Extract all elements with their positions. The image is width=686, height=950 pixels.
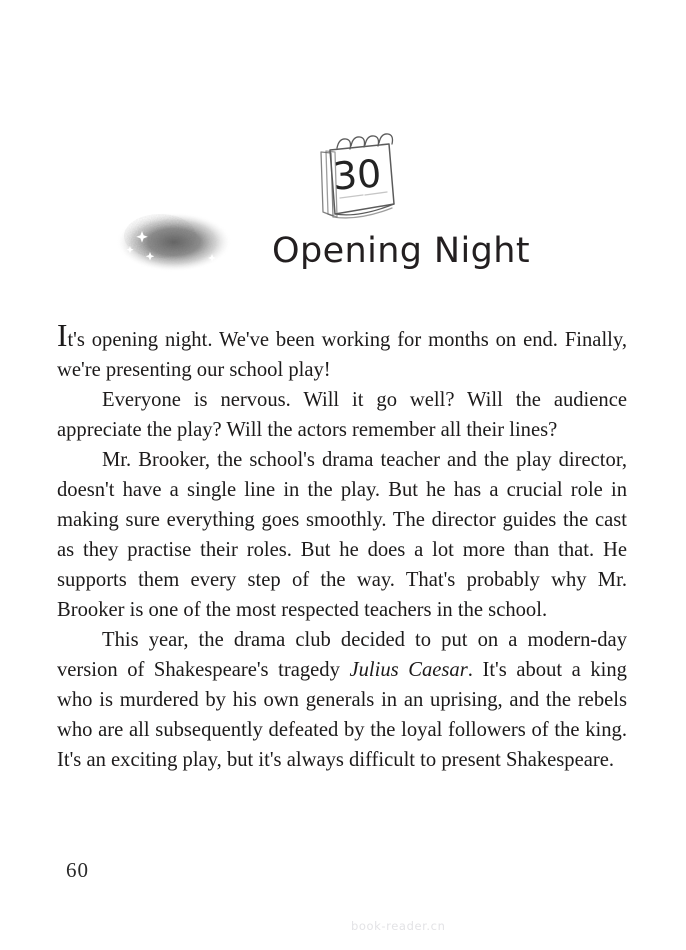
paragraph: Everyone is nervous. Will it go well? Will the audience appreciate the play? Will the actors remember all their lines? xyxy=(57,389,627,441)
page-number: 60 xyxy=(66,858,89,882)
paragraph: Mr. Brooker, the school's drama teacher and the play director, doesn't have a single line in the play. But he has a crucial role in making sure everything goes smoothly. The director guides the cast as they practise their roles. But he does a lot more than that. He supports them every step of the way. That's probably why Mr. Brooker is one of the most respected teachers in the school. xyxy=(57,449,627,621)
paragraph-with-title xyxy=(57,625,627,775)
paragraph-text-before-title: This year, the drama club decided to put on a modern-day version of Shakespeare's tragedy xyxy=(57,629,627,681)
chapter-title: Opening Night xyxy=(272,231,530,271)
watermark: book-reader.cn xyxy=(351,919,446,933)
crescent-moon-icon xyxy=(108,196,240,288)
play-title: Julius Caesar xyxy=(349,659,468,681)
paragraph-text-after-title: . It's about a king who is murdered by his own generals in an uprising, and the rebels who are all subsequently defeated by the loyal followers of the king. It's an exciting play, but it's always difficult to present Shakespeare. xyxy=(57,659,627,771)
paragraph: It's opening night. We've been working for months on end. Finally, we're presenting our school play! xyxy=(57,318,627,381)
chapter-number: 30 xyxy=(331,151,383,199)
chapter-body xyxy=(57,318,627,775)
tear-off-calendar-icon xyxy=(303,126,407,224)
